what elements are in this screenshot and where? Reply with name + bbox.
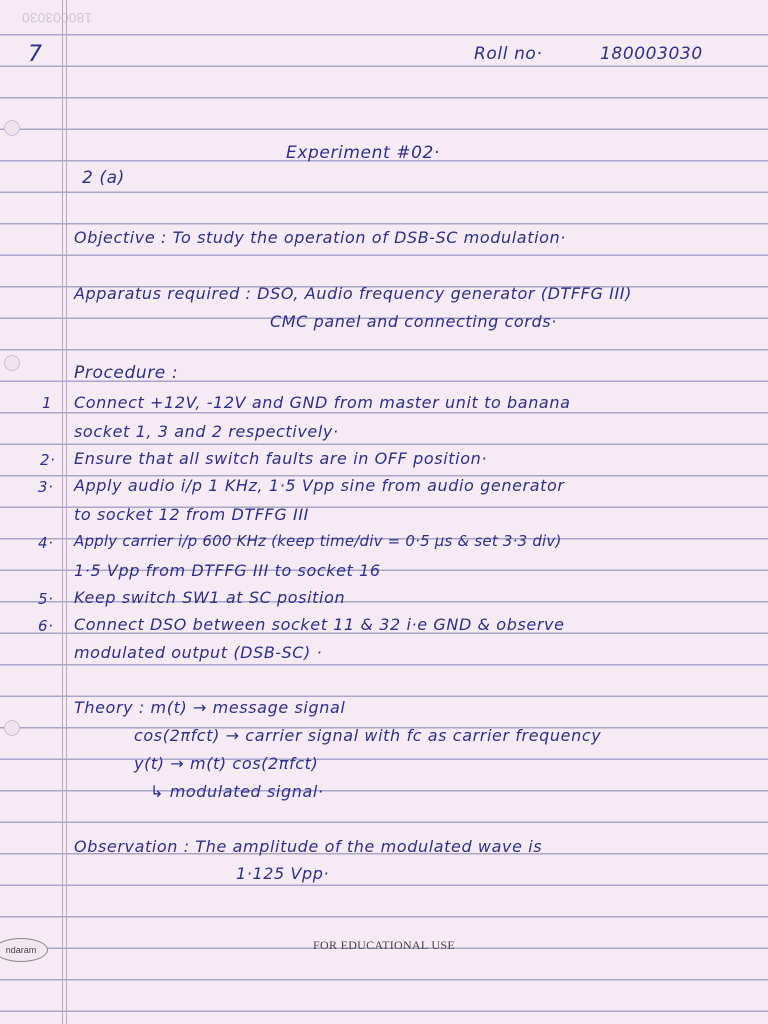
theory-line-2: cos(2πfct) → carrier signal with fc as carrier frequency [134,726,602,745]
theory-line-3: y(t) → m(t) cos(2πfct) [134,754,319,773]
margin-line-right [66,0,67,1024]
step-number: 2· [40,451,56,469]
observation-line-2: 1·125 Vpp· [236,864,330,883]
step-number: 6· [38,617,54,635]
procedure-heading: Procedure : [74,363,179,383]
experiment-title: Experiment #02· [286,143,440,163]
page-number: 7 [28,42,43,67]
theory-line-1: Theory : m(t) → message signal [74,698,346,717]
punch-hole [4,720,20,736]
step-number: 3· [38,478,54,496]
step-number: 5· [38,590,54,608]
step-number: 1 [42,394,53,412]
step-text: Keep switch SW1 at SC position [74,588,346,607]
bleed-through-text: 180003030 [22,10,93,26]
observation-line-1: Observation : The amplitude of the modulated wave is [74,837,543,856]
step-text: socket 1, 3 and 2 respectively· [74,422,339,441]
step-text: Connect DSO between socket 11 & 32 i·e GND & observe [74,615,565,634]
footer-text: FOR EDUCATIONAL USE [313,938,455,952]
step-text: Apply carrier i/p 600 KHz (keep time/div = 0·5 μs & set 3·3 div) [74,532,562,550]
roll-number: 180003030 [600,44,703,64]
apparatus-line-1: Apparatus required : DSO, Audio frequency generator (DTFFG III) [74,284,632,303]
step-text: 1·5 Vpp from DTFFG III to socket 16 [74,561,381,580]
step-text: Apply audio i/p 1 KHz, 1·5 Vpp sine from audio generator [74,476,565,495]
punch-hole [4,120,20,136]
objective-line: Objective : To study the operation of DSB-SC modulation· [74,228,566,247]
step-text: to socket 12 from DTFFG III [74,505,309,524]
margin-line-left [62,0,63,1024]
apparatus-line-2: CMC panel and connecting cords· [270,312,557,331]
step-text: Ensure that all switch faults are in OFF position· [74,449,488,468]
brand-logo: ndaram [0,938,48,962]
section-label: 2 (a) [82,168,125,188]
punch-hole [4,355,20,371]
theory-line-4: ↳ modulated signal· [150,782,324,801]
step-number: 4· [38,534,54,552]
roll-label: Roll no· [474,44,543,64]
step-text: modulated output (DSB-SC) · [74,643,323,662]
step-text: Connect +12V, -12V and GND from master unit to banana [74,393,571,412]
